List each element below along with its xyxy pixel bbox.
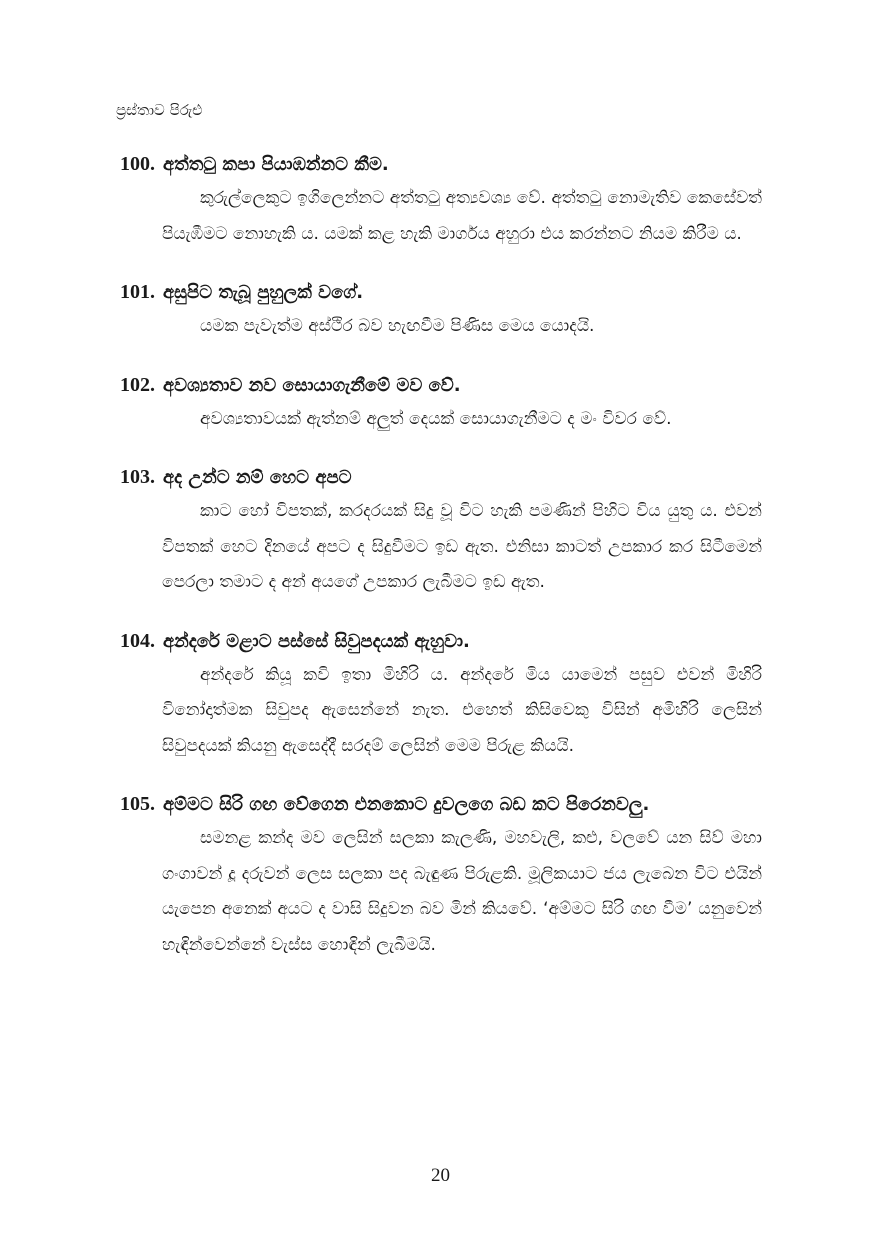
running-head: ප්‍රස්තාව පිරුළු xyxy=(116,101,203,119)
proverb-entry xyxy=(120,148,762,252)
proverb-heading xyxy=(120,788,762,821)
proverb-entry xyxy=(120,625,762,765)
proverb-heading xyxy=(120,276,762,309)
proverb-title: අත්තටු කපා පියාඹන්නට කීම. xyxy=(163,154,389,175)
proverb-title: අසුපිට තැබූ පුහුලක් වගේ. xyxy=(163,282,364,303)
proverb-entry xyxy=(120,788,762,963)
proverb-number: 103. xyxy=(120,466,155,488)
proverb-entry xyxy=(120,461,762,601)
proverb-number: 100. xyxy=(120,153,155,175)
page-number: 20 xyxy=(431,1165,450,1186)
proverb-heading xyxy=(120,461,762,494)
proverb-title: අද උන්ට නම් හෙට අපට xyxy=(163,467,352,488)
proverb-explanation: අන්දරේ කියූ කවි ඉතා මිහිරි ය. අන්දරේ මිය යාමෙන් පසුව එවන් මිහිරි විනෝදාත්මක සිවුපද ඇසෙන්නේ නැත. එහෙත් කිසිවෙකු විසින් අමිහිරි ලෙසින් සිවුපදයක් කියනු ඇසෙද්දී සරදම් ලෙසින් මෙම පිරුළ කියයි. xyxy=(162,664,762,756)
proverb-explanation: යමක පැවැත්ම අස්ථිර බව හැඟවීම පිණිස මෙය යොදයි. xyxy=(200,316,595,336)
proverb-explanation: කාට හෝ විපතක්, කරදරයක් සිදු වූ විට හැකි පමණින් පිහිට විය යුතු ය. එවන් විපතක් හෙට දිනයේ අපට ද සිදුවීමට ඉඩ ඇත. එනිසා කාටත් උපකාර කර සිටීමෙන් පෙරලා තමාට ද අන් අයගේ උපකාර ලැබීමට ඉඩ ඇත. xyxy=(162,501,762,592)
proverb-entry xyxy=(120,276,762,345)
proverb-heading xyxy=(120,625,762,658)
proverb-entry xyxy=(120,369,762,438)
proverb-number: 102. xyxy=(120,373,155,396)
proverb-title: අවශ්‍යතාව නව සොයාගැනීමේ මව වේ. xyxy=(163,374,461,396)
proverb-title: අන්දරේ මළාට පස්සේ සිවුපදයක් ඇහුවා. xyxy=(163,630,470,652)
proverb-number: 105. xyxy=(120,793,155,815)
proverb-number: 104. xyxy=(120,629,155,652)
proverb-explanation: අවශ්‍යතාවයක් ඇත්නම් අලුත් දෙයක් සොයාගැනීමට ද මං විවර වේ. xyxy=(200,408,672,429)
proverb-list xyxy=(120,148,762,987)
proverb-heading xyxy=(120,369,762,402)
proverb-explanation: කුරුල්ලෙකුට ඉගිලෙන්නට අත්තටු අත්‍යවශ්‍ය වේ. අත්තටු නොමැතිව කෙසේවත් පියැඹීමට නොහැකි ය. යමක් කළ හැකි මාර්ගය අහුරා එය කරන්නට නියම කිරීම ය. xyxy=(162,188,762,244)
proverb-explanation: සමනළ කන්ද මව ලෙසින් සලකා කැලණි, මහවැලි, කළු, වලවේ යන සිව් මහා ගංගාවන් දූ දරුවන් ලෙස සලකා පද බැඳුණ පිරුළකි. මූලිකයාට ජය ලැබෙන විට එයින් යැපෙන අනෙක් අයට ද වාසි සිදුවන බව මින් කියවේ. ‘අම්මට සිරි ගඟ වීම’ යනුවෙන් හැඳින්වෙන්නේ වැස්ස හොඳින් ලැබීමයි. xyxy=(162,828,762,955)
proverb-title: අම්මට සිරි ගඟ වේගෙන එනකොට දුවලගෙ බඩ කට පිරෙනවලු. xyxy=(163,794,650,815)
proverb-heading xyxy=(120,148,762,181)
proverb-number: 101. xyxy=(120,281,155,303)
